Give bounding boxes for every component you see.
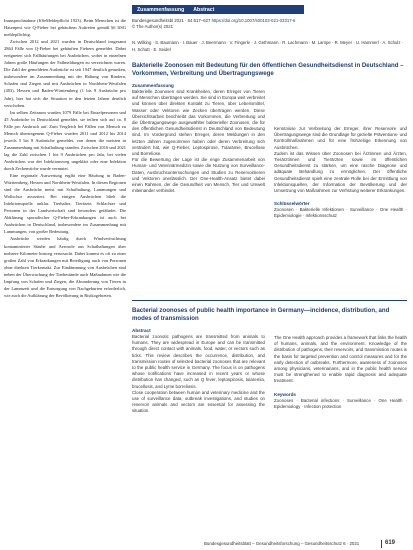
page-footer — [132, 540, 413, 548]
english-paragraph: Close cooperation between human and veterinary medicine and the use of surveillance data, outbreak investigations, and studies on reservoir animals and vectors are essential for assessing the situation. — [132, 389, 265, 414]
left-paragraph: Ausbrüche werden häufig durch Windverfrachtung kontaminierter Stäube und Aerosole aus Schafhaltungen über mehrere Kilometer hinweg verursacht. Dabei kommt es oft zu einer großen Zahl von Erkrankungen mit Beteiligung auch von Personen ohne direkten Tierkontakt. Zur Eindämmung von Ausbrüchen sind neben der Überwachung der Tierbestände auch Maßnahmen wie die Impfung von Schafen und Ziegen, die Absonderung von Tieren in der Lammzeit und die Entsorgung von Nachgeburten erforderlich, wie auch die Aufklärung der Bevölkerung in Risikogebieten. — [4, 236, 126, 298]
german-section-heading: Zusammenfassung — [132, 83, 174, 88]
left-paragraph: Eine regionale Auswertung ergibt eine Häufung in Baden-Württemberg, Hessen und Nordrhein-Westfalen. In diesen Regionen sind die Ausbrüche meist mit Schafhaltung, Lammungen und Wollschur assoziiert. Bei einigen Ausbrüchen blieb die Infektionsquelle unklar. Tierhalter, Tierärzte, Schlachter und Personen in der Landwirtschaft sind besonders gefährdet. Die Abklärung sporadischer Q-Fieber-Erkrankungen ist auch bei Ausbrüchen in Deutschland, insbesondere im Zusammenhang mit Lammungen, von großer Bedeutung. — [4, 173, 126, 235]
english-keywords: Zoonoses · Bacterial infections · Surveillance · One Health · Epidemiology · Infection protection — [274, 397, 407, 409]
abstract-panel — [132, 0, 413, 550]
german-paragraph: Zudem ist das Wissen über Zoonosen bei Ärztinnen und Ärzten, Tierärztinnen und Tierärzten sowie im öffentlichen Gesundheitsdienst zu stärken, um eine rasche Diagnose und adäquate Behandlung zu ermöglichen. Der öffentliche Gesundheitsdienst spielt eine zentrale Rolle bei der Ermittlung von Infektionsquellen, der Information der Bevölkerung und der Umsetzung von Maßnahmen zur Verhütung weiterer Erkrankungen. — [274, 150, 407, 194]
english-abstract-col2 — [274, 335, 407, 410]
english-abstract-col1 — [132, 327, 265, 415]
left-paragraph: Inanspruchnahme (IfSeMeldepflicht 1923). Beim Menschen ist die Hasenpest wie Q-Fieber bei gehäuftem Auftreten gemäß §6 IfSG meldepflichtig. — [4, 18, 126, 38]
german-keywords-heading: Schlüsselwörter — [274, 201, 310, 207]
section-divider — [132, 300, 407, 301]
left-article-column — [4, 17, 126, 475]
citation-meta — [132, 18, 407, 31]
tab-zusammenfassung: Zusammenfassung — [137, 6, 185, 13]
english-title: Bacterial zoonoses of public health importance in Germany—incidence, distribution, and modes of transmission — [132, 307, 390, 322]
english-keywords-heading: Keywords — [274, 391, 296, 397]
citation-line: Bundesgesundheitsbl 2021 · 64:617–627 — [132, 18, 211, 23]
german-paragraph: Für die Bewertung der Lage ist die enge Zusammenarbeit von Human- und Veterinärmedizin sowie die Nutzung von Surveillance-Daten, Ausbruchsuntersuchungen und Studien zu Reservoirtieren und Vektoren unerlässlich. Der One-Health-Ansatz bietet dabei einen Rahmen, der die Gesundheit von Mensch, Tier und Umwelt miteinander verbindet. — [132, 157, 265, 194]
section-tab-bar — [132, 5, 304, 14]
tab-abstract: Abstract — [193, 6, 215, 13]
german-title: Bakterielle Zoonosen mit Bedeutung für den öffentlichen Gesundheitsdienst in Deutschland – Vorkommen, Verbreitung und Übertragungswege — [132, 62, 404, 77]
german-paragraph: Kenntnisse zur Verbreitung der Erreger, ihrer Reservoire und Übertragungswege sind die Grundlage für gezielte Präventions- und Kontrollmaßnahmen und für eine frühzeitige Erkennung von Ausbrüchen. — [274, 126, 407, 150]
copyright-line: © The Author(s) 2021 — [132, 24, 174, 30]
page-number: 619 — [385, 540, 396, 546]
english-section-heading: Abstract — [132, 328, 151, 333]
german-paragraph: Bakterielle Zoonosen sind Krankheiten, deren Erreger von Tieren auf Menschen übertragen werden. Sie sind in Europa weit verbreitet und können über direkten Kontakt zu Tieren, über Lebensmittel, Wasser oder Vektoren wie Zecken übertragen werden. Diese Übersichtsarbeit beschreibt das Vorkommen, die Verbreitung und die Übertragungswege ausgewählter bakterieller Zoonosen, die für den öffentlichen Gesundheitsdienst in Deutschland von Bedeutung sind. Im Vordergrund stehen Erreger, deren Meldungen in den letzten Jahren zugenommen haben oder deren Verbreitung sich verändert hat, wie Q-Fieber, Leptospirose, Tularämie, Brucellose und Borreliose. — [132, 89, 265, 157]
german-abstract-col1 — [132, 82, 265, 194]
journal-footer: Bundesgesundheitsblatt – Gesundheitsforschung – Gesundheitsschutz 6 · 2021 — [204, 541, 360, 546]
author-list: N. Wilking · S. Baumann · I. Bauer · J. Beermann · V. Fingerle · J. Gethmann · R. Lachmann · M. Lampe · R. Meyer · U. Hammerl · A. Schulz · H. Schutt · E. Seidel — [132, 40, 404, 52]
footer-separator — [381, 540, 382, 548]
left-paragraph: Im selben Zeitraum wurden 1079 Fälle bei Einzelpersonen und 45 Ausbrüche in Deutschland gemeldet, sie teilten sich auf ca. 8 Fälle pro Ausbruch auf. Zum Vergleich bei Fällen von Mensch zu Mensch übertragenem Q-Fieber wurden 2011 und 2012 bis 2014 jeweils 5 bis 8 Ausbrüche gemeldet, von denen die meisten in Zusammenhang mit Schafhaltung standen. Zwischen 2016 und 2021 lag die Zahl zwischen 1 bis 9 Ausbrüchen pro Jahr, bei vielen Ausbrüchen war der Infektionsweg ungeklärt oder eine Infektion durch Zeckenstiche wurde vermutet. — [4, 109, 126, 171]
german-abstract-col2 — [274, 126, 407, 220]
german-keywords: Zoonosen · Bakterielle Infektionen · Surveillance · One Health · Epidemiologie · Infektionsschutz — [274, 207, 407, 219]
english-paragraph: Bacterial zoonotic pathogens are transmitted from animals to humans. They are widespread in Europe and can be transmitted through direct contact with animals, food, water, or vectors such as ticks. This review describes the occurrence, distribution, and transmission routes of selected bacterial zoonoses that are relevant to the public health service in Germany. The focus is on pathogens whose notifications have increased in recent years or whose distribution has changed, such as Q fever, leptospirosis, tularemia, brucellosis, and Lyme borreliosis. — [132, 334, 265, 389]
english-paragraph: The One Health approach provides a framework that links the health of humans, animals, and the environment. Knowledge of the distribution of pathogens, their reservoirs, and transmission routes is the basis for targeted prevention and control measures and for the early detection of outbreaks. Furthermore, awareness of zoonoses among physicians, veterinarians, and in the public health service must be strengthened to enable rapid diagnosis and adequate treatment. — [274, 335, 407, 384]
doi-link[interactable]: https://doi.org/10.1007/s00103-021-03317-6 — [211, 18, 296, 23]
left-paragraph: Zwischen 2012 und 2021 wurden in Deutschland insgesamt 2864 Fälle von Q-Fieber bei gehäuften Fiebern gemeldet. Dabei ereigneten sich Fallhäufungen bei Ausbrüchen, wobei in einzelnen Jahren große Häufungen der Fallmeldungen zu verzeichnen waren. Die Zahl der gemeldeten Ausbrüche ist seit 1947 deutlich gesunken, insbesondere im Zusammenhang mit der Haltung von Rindern, Schafen und Ziegen und mit Ausbrüchen in Nordrhein-Westfalen (403), Hessen und Baden-Württemberg (1 bis 8 Ausbrüche pro Jahr), hier hat sich die Situation in den letzten Jahren deutlich verschoben. — [4, 39, 126, 108]
